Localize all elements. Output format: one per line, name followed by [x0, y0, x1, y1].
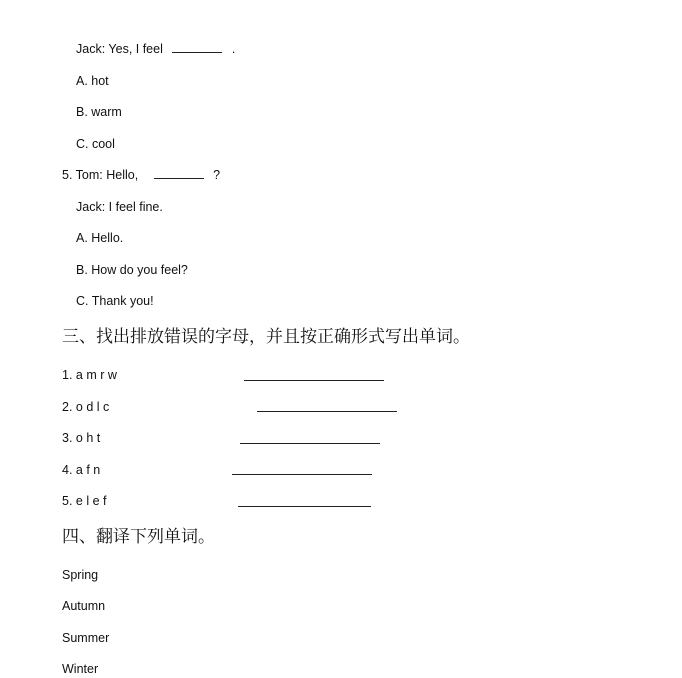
q4-answer-line — [76, 41, 235, 57]
q4-option-a: A. hot — [76, 74, 109, 88]
section4-word-spring: Spring — [62, 568, 99, 582]
section4-word-autumn: Autumn — [62, 599, 106, 613]
section3-item-5: 5. e l e f — [62, 494, 107, 508]
section3-answer-line-5[interactable] — [238, 506, 371, 507]
q5-question-prefix: 5. Tom: Hello, — [62, 168, 139, 182]
section3-answer-line-1[interactable] — [244, 380, 384, 381]
section4-word-summer: Summer — [62, 631, 110, 645]
q4-blank[interactable] — [172, 41, 222, 53]
q5-question-line — [62, 167, 220, 183]
q4-answer-prefix: Jack: Yes, I feel — [76, 42, 163, 56]
section3-item-3: 3. o h t — [62, 431, 101, 445]
section4-word-winter: Winter — [62, 662, 99, 676]
section3-item-4: 4. a f n — [62, 463, 101, 477]
q5-blank[interactable] — [154, 167, 204, 179]
q5-answer: Jack: I feel fine. — [76, 200, 163, 214]
section3-answer-line-4[interactable] — [232, 474, 372, 475]
q5-question-suffix: ? — [213, 168, 221, 182]
section3-item-1: 1. a m r w — [62, 368, 117, 382]
section3-item-2: 2. o d l c — [62, 400, 110, 414]
section4-heading: 四、翻译下列单词。 — [62, 527, 215, 547]
section3-answer-line-2[interactable] — [257, 411, 397, 412]
q4-answer-suffix: . — [231, 42, 236, 56]
q4-option-b: B. warm — [76, 105, 122, 119]
q5-option-c: C. Thank you! — [76, 294, 154, 308]
q5-option-b: B. How do you feel? — [76, 263, 188, 277]
q4-option-c: C. cool — [76, 137, 115, 151]
section3-heading: 三、找出排放错误的字母，并且按正确形式写出单词。 — [62, 327, 470, 347]
q5-option-a: A. Hello. — [76, 231, 124, 245]
section3-answer-line-3[interactable] — [240, 443, 380, 444]
